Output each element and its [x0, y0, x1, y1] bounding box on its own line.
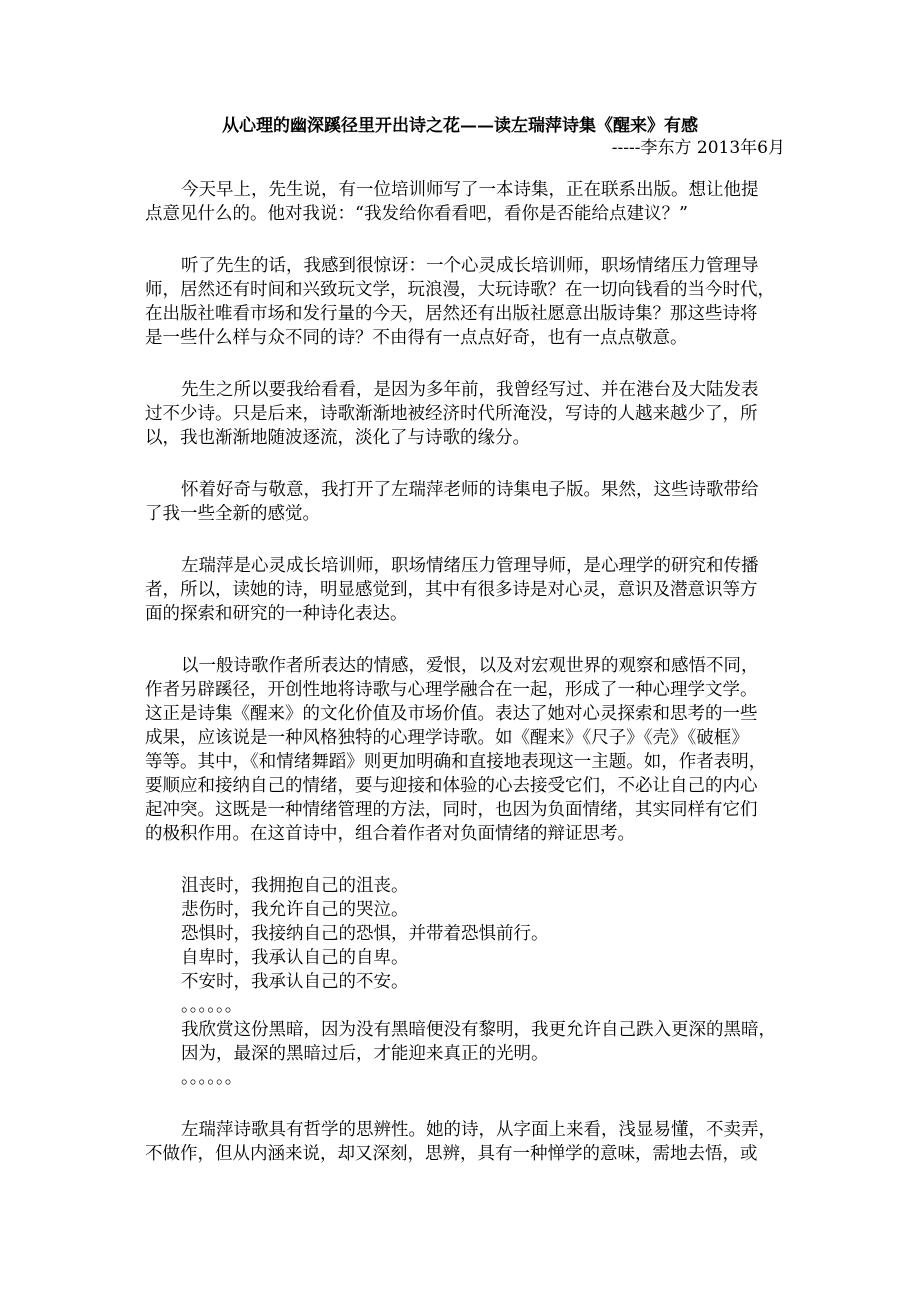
text-line: 以，我也渐渐地随波逐流，淡化了与诗歌的缘分。 [145, 428, 530, 448]
article-body [145, 178, 785, 1194]
text-line: 今天早上，先生说，有一位培训师写了一本诗集，正在联系出版。想让他提 [181, 180, 759, 200]
text-line: 面的探索和研究的一种诗化表达。 [145, 604, 408, 624]
text-line: 恐惧时，我接纳自己的恐惧，并带着恐惧前行。 [181, 924, 549, 944]
paragraph [145, 654, 785, 846]
author-date-line: -----李东方 2013年6月 [611, 138, 785, 158]
paragraph [145, 254, 785, 350]
text-line: 怀着好奇与敬意，我打开了左瑞萍老师的诗集电子版。果然，这些诗歌带给 [181, 480, 759, 500]
text-line: 听了先生的话，我感到很惊讶：一个心灵成长培训师，职场情绪压力管理导 [181, 256, 759, 276]
text-line: 点意见什么的。他对我说：“我发给你看看吧，看你是否能给点建议？” [145, 204, 688, 224]
paragraph [145, 178, 785, 226]
text-line: 我欣赏这份黑暗，因为没有黑暗便没有黎明，我更允许自己跌入更深的黑暗， [181, 1020, 776, 1040]
text-line: 不做作，但从内涵来说，却又深刻，思辨，具有一种惮学的意味，需地去悟，或 [145, 1144, 758, 1164]
text-line: 师，居然还有时间和兴致玩文学，玩浪漫，大玩诗歌？在一切向钱看的当今时代， [145, 280, 775, 300]
text-line: 作者另辟蹊径，开创性地将诗歌与心理学融合在一起，形成了一种心理学文学。 [145, 680, 758, 700]
text-line: 左瑞萍是心灵成长培训师，职场情绪压力管理导师，是心理学的研究和传播 [181, 556, 759, 576]
text-line: 的极积作用。在这首诗中，组合着作者对负面情绪的辩证思考。 [145, 824, 635, 844]
text-line: 左瑞萍诗歌具有哲学的思辨性。她的诗，从字面上来看，浅显易懂，不卖弄， [181, 1120, 776, 1140]
text-line: 过不少诗。只是后来，诗歌渐渐地被经济时代所淹没，写诗的人越来越少了，所 [145, 404, 758, 424]
text-line: 起冲突。这既是一种情绪管理的方法，同时，也因为负面情绪，其实同样有它们 [145, 800, 758, 820]
text-line: 是一些什么样与众不同的诗？不由得有一点点好奇，也有一点点敬意。 [145, 328, 688, 348]
text-line: 了我一些全新的感觉。 [145, 504, 320, 524]
text-line: 以一般诗歌作者所表达的情感，爱恨，以及对宏观世界的观察和感悟不同， [181, 656, 759, 676]
text-line: 者，所以，读她的诗，明显感觉到，其中有很多诗是对心灵，意识及潜意识等方 [145, 580, 758, 600]
text-line: 悲伤时，我允许自己的哭泣。 [181, 900, 409, 920]
paragraph [145, 554, 785, 626]
article-title: 从心理的幽深蹊径里开出诗之花——读左瑞萍诗集《醒来》有感 [222, 116, 698, 136]
paragraph [145, 1118, 785, 1166]
text-line: 。。。。。。 [181, 1068, 243, 1088]
text-line: 在出版社唯看市场和发行量的今天，居然还有出版社愿意出版诗集？那这些诗将 [145, 304, 758, 324]
paragraph [145, 378, 785, 450]
text-line: 自卑时，我承认自己的自卑。 [181, 948, 409, 968]
text-line: 成果，应该说是一种风格独特的心理学诗歌。如《醒来》《尺子》《壳》《破框》 [145, 728, 749, 748]
text-line: 这正是诗集《醒来》的文化价值及市场价值。表达了她对心灵探索和思考的一些 [145, 704, 758, 724]
text-line: 要顺应和接纳自己的情绪，要与迎接和体验的心去接受它们，不必让自己的内心 [145, 776, 758, 796]
text-line: 。。。。。。 [181, 996, 243, 1016]
text-line: 等等。其中，《和情绪舞蹈》则更加明确和直接地表现这一主题。如，作者表明， [145, 752, 767, 772]
text-line: 不安时，我承认自己的不安。 [181, 972, 409, 992]
text-line: 因为，最深的黑暗过后，才能迎来真正的光明。 [181, 1044, 549, 1064]
paragraph [145, 478, 785, 526]
text-line: 沮丧时，我拥抱自己的沮丧。 [181, 876, 409, 896]
poem-quote [145, 874, 785, 1090]
text-line: 先生之所以要我给看看，是因为多年前，我曾经写过、并在港台及大陆发表 [181, 380, 759, 400]
